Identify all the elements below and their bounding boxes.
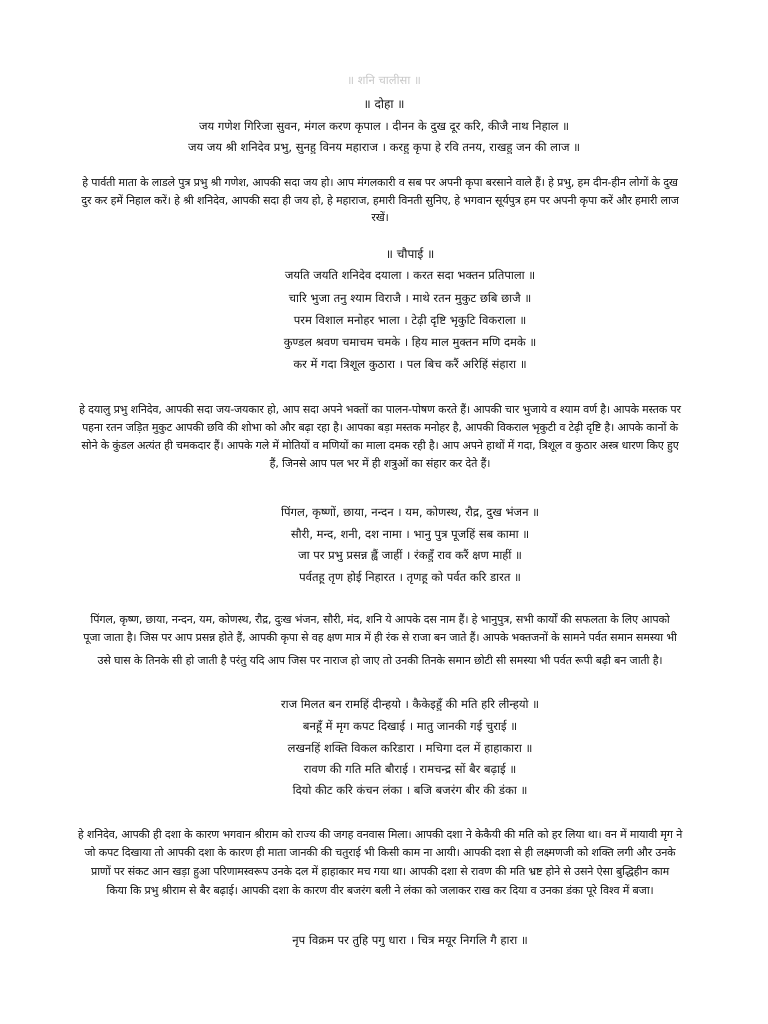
chaupai-stanza2-line-2: सौरी, मन्द, शनी, दश नामा । भानु पुत्र पूजहिं सब कामा ॥	[290, 527, 530, 541]
chaupai-stanza1-line-3: परम विशाल मनोहर भाला । टेढ़ी दृष्टि भृकुटि विकराला ॥	[293, 313, 527, 327]
doha-meaning-line-3: रखें।	[371, 211, 389, 224]
stanza3-meaning-line-1: हे शनिदेव, आपकी ही दशा के कारण भगवान श्रीराम को राज्य की जगह वनवास मिला। आपकी दशा ने केकैयी की मति को हर लिया था। वन में मायावी मृग ने	[77, 828, 683, 841]
chaupai-stanza2-line-3: जा पर प्रभु प्रसन्न ह्वैं जाहीं । रंकहुँ राव करैं क्षण माहीं ॥	[298, 548, 522, 562]
stanza3-meaning-line-4: किया कि प्रभु श्रीराम से बैर बढ़ाई। आपकी दशा के कारण वीर बजरंग बली ने लंका को जलाकर राख कर दिया व उनका डंका पूरे विश्व में बजा।	[106, 884, 654, 897]
stanza2-meaning-line-3: उसे घास के तिनके सी हो जाती है परंतु यदि आप जिस पर नाराज हो जाए तो उनकी तिनके समान छोटी सी समस्या भी पर्वत रूपी बढ़ी बन जाती है।	[97, 654, 663, 667]
doha-meaning-line-2: दुर कर हमें निहाल करें। हे श्री शनिदेव, आपकी सदा ही जय हो, हे महाराज, हमारी विनती सुनिए, हे भगवान सूर्यपुत्र हम पर अपनी कृपा करें और हमारी लाज	[81, 194, 679, 207]
doha-line-2: जय जय श्री शनिदेव प्रभु, सुनहु विनय महाराज । करहु कृपा हे रवि तनय, राखहु जन की लाज ॥	[187, 140, 581, 154]
chaupai-stanza3-line-4: रावण की गति मति बौराई । रामचन्द्र सों बैर बढ़ाई ॥	[303, 762, 517, 776]
chaupai-stanza3-line-2: बनहूँ में मृग कपट दिखाई । मातु जानकी गई चुराई ॥	[302, 719, 518, 733]
chaupai-stanza1-line-5: कर में गदा त्रिशूल कुठारा । पल बिच करैं अरिहिं संहारा ॥	[293, 357, 527, 371]
chaupai-heading: ॥ चौपाई ॥	[385, 247, 435, 261]
chaupai-stanza3-line-1: राज मिलत बन रामहिं दीन्हयो । कैकेइहुँ की मति हरि लीन्हयो ॥	[280, 697, 540, 711]
stanza1-meaning-line-1: हे दयालु प्रभु शनिदेव, आपकी सदा जय-जयकार हो, आप सदा अपने भक्तों का पालन-पोषण करते हैं। आपकी चार भुजाये व श्याम वर्ण है। आपके मस्तक पर	[79, 403, 681, 416]
stanza1-meaning-line-3: सोने के कुंडल अत्यंत ही चमकदार हैं। आपके गले में मोतियों व मणियों का माला दमक रही है। आप अपने हाथों में गदा, त्रिशूल व कुठार अस्त्र धारण किए हुए	[81, 439, 679, 452]
chaupai-stanza1-line-4: कुण्डल श्रवण चमाचम चमके । हिय माल मुक्तन मणि दमके ॥	[283, 335, 537, 349]
stanza2-meaning-line-2: पूजा जाता है। जिस पर आप प्रसन्न होते हैं, आपकी कृपा से वह क्षण मात्र में ही रंक से राजा बन जाते हैं। आपके भक्तजनों के सामने पर्वत समान समस्या भी	[83, 631, 677, 644]
stanza2-meaning-line-1: पिंगल, कृष्ण, छाया, नन्दन, यम, कोणस्थ, रौद्र, दुःख भंजन, सौरी, मंद, शनि ये आपके दस नाम हैं। हे भानुपुत्र, सभी कार्यों की सफलता के लिए आपको	[90, 613, 670, 626]
chaupai-stanza4-line-1: नृप विक्रम पर तुहि पगु धारा । चित्र मयूर निगलि गै हारा ॥	[292, 933, 528, 947]
stanza3-meaning-line-3: प्राणों पर संकट आन खड़ा हुआ परिणामस्वरूप उनके दल में हाहाकार मच गया था। आपकी दशा से रावण की मति भ्रष्ट होने से उसने ऐसा बुद्धिहीन काम	[90, 865, 670, 878]
chaupai-stanza1-line-1: जयति जयति शनिदेव दयाला । करत सदा भक्तन प्रतिपाला ॥	[284, 268, 536, 282]
stanza3-meaning-line-2: जो कपट दिखाया तो आपकी दशा के कारण ही माता जानकी की चतुराई भी किसी काम ना आयी। आपकी दशा से ही लक्ष्मणजी को शक्ति लगी और उनके	[84, 846, 676, 859]
chaupai-stanza3-line-5: दियो कीट करि कंचन लंका । बजि बजरंग बीर की डंका ॥	[292, 783, 528, 797]
chaupai-stanza3-line-3: लखनहिं शक्ति विकल करिडारा । मचिगा दल में हाहाकारा ॥	[287, 741, 533, 755]
chaupai-stanza2-line-4: पर्वतहू तृण होई निहारत । तृणहू को पर्वत करि डारत ॥	[299, 570, 521, 584]
chaupai-stanza1-line-2: चारि भुजा तनु श्याम विराजै । माथे रतन मुकुट छबि छाजै ॥	[288, 291, 532, 305]
document-title: ॥ शनि चालीसा ॥	[347, 73, 421, 87]
doha-line-1: जय गणेश गिरिजा सुवन, मंगल करण कृपाल । दीनन के दुख दूर करि, कीजै नाथ निहाल ॥	[198, 119, 569, 133]
stanza1-meaning-line-2: पहना रतन जड़ित मुकुट आपकी छवि की शोभा को और बढ़ा रहा है। आपका बड़ा मस्तक मनोहर है, आपकी विकराल भृकुटी व टेढ़ी दृष्टि है। आपके कानों के	[82, 421, 678, 434]
stanza1-meaning-line-4: हैं, जिनसे आप पल भर में ही शत्रुओं का संहार कर देते हैं।	[269, 457, 491, 470]
chaupai-stanza2-line-1: पिंगल, कृष्णों, छाया, नन्दन । यम, कोणस्थ, रौद्र, दुख भंजन ॥	[280, 505, 540, 519]
doha-heading: ॥ दोहा ॥	[363, 97, 405, 111]
doha-meaning-line-1: हे पार्वती माता के लाडले पुत्र प्रभु श्री गणेश, आपकी सदा जय हो। आप मंगलकारी व सब पर अपनी कृपा बरसाने वाले हैं। हे प्रभु, हम दीन-हीन लोगों के दुख	[82, 176, 678, 189]
